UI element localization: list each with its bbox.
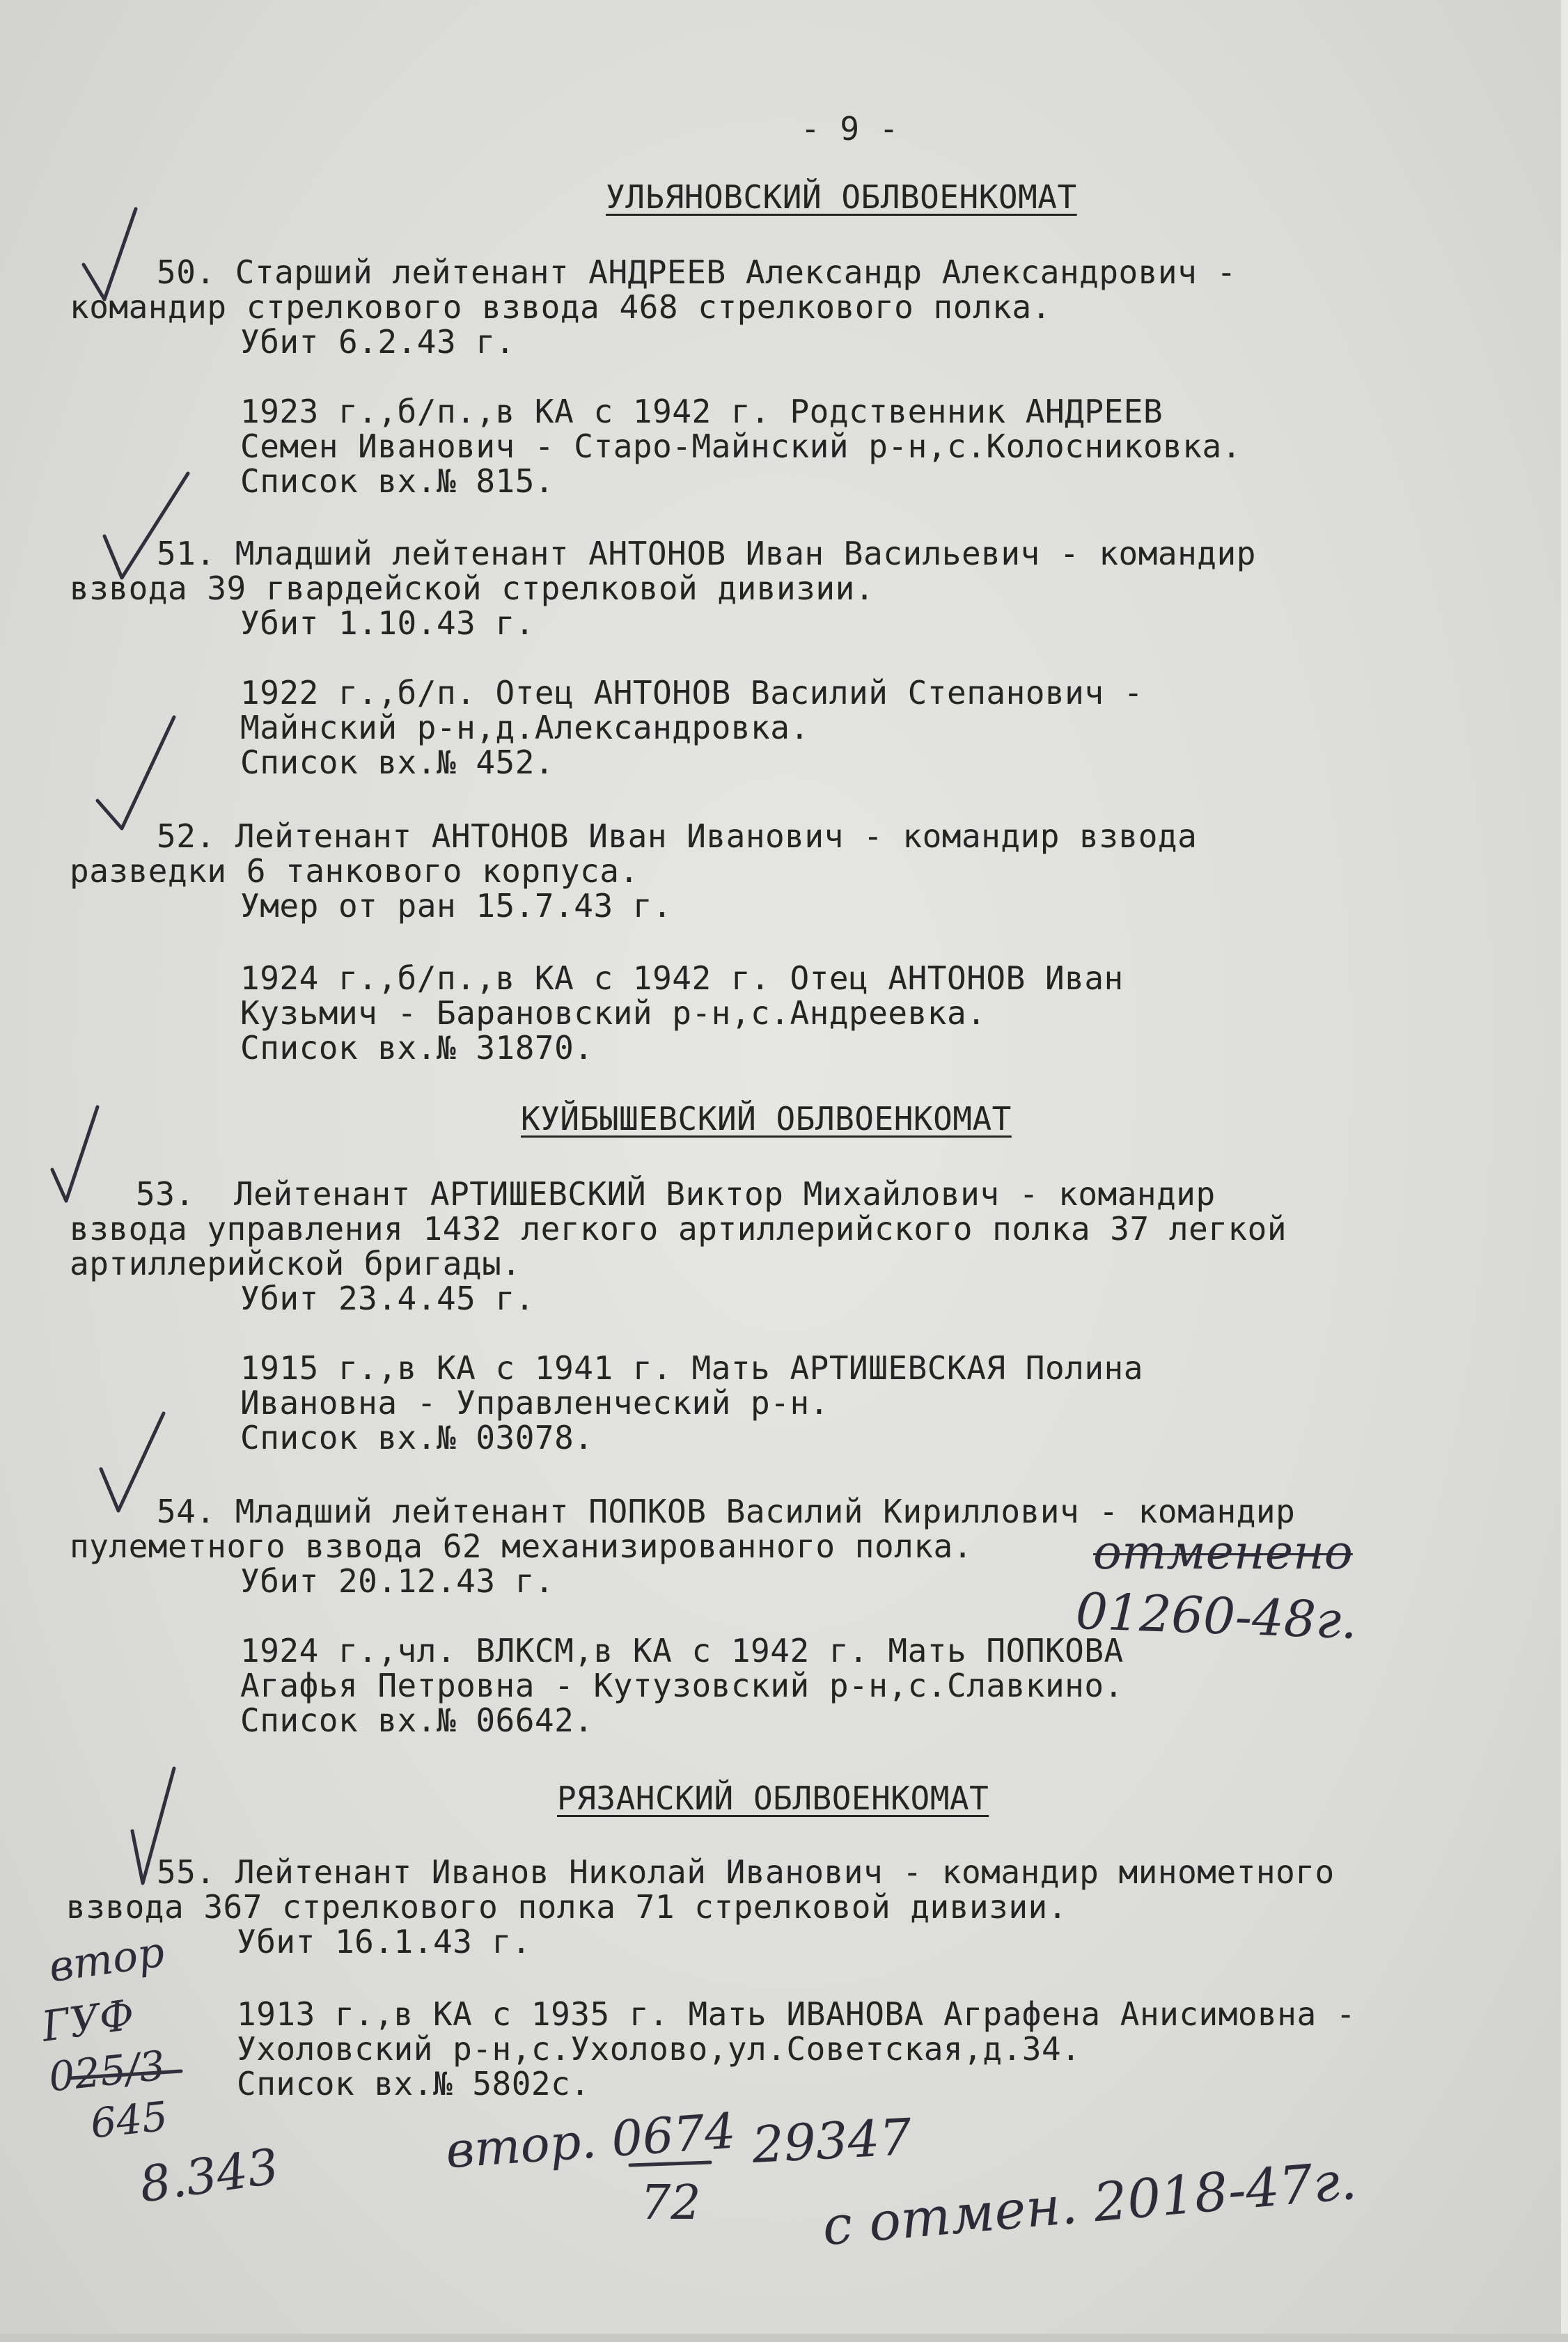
entry-53-line-4: Убит 23.4.45 г. (240, 1280, 535, 1317)
margin-note-line-5: 8.343 (136, 2137, 283, 2214)
entry-55-detail-3: Список вх.№ 5802с. (237, 2065, 590, 2103)
entry-52-line-3: Умер от ран 15.7.43 г. (240, 887, 673, 925)
entry-55-detail-2: Ухоловский р-н,с.Ухолово,ул.Советская,д.34. (237, 2030, 1081, 2068)
margin-fraction-line (70, 2071, 181, 2078)
entry-50-line-1: 50. Старший лейтенант АНДРЕЕВ Александр Александрович - (157, 253, 1237, 291)
entry-50-detail-1: 1923 г.,б/п.,в КА с 1942 г. Родственник АНДРЕЕВ (240, 393, 1163, 430)
entry-51-detail-3: Список вх.№ 452. (240, 744, 555, 781)
margin-note-line-4: 645 (88, 2092, 170, 2148)
check-mark-50 (84, 209, 136, 299)
handwritten-cancelled-note: отменено (1093, 1525, 1353, 1580)
section-heading-ryazan: РЯЗАНСКИЙ ОБЛВОЕНКОМАТ (557, 1779, 989, 1817)
entry-52-line-1: 52. Лейтенант АНТОНОВ Иван Иванович - командир взвода (157, 817, 1198, 855)
entry-54-line-3: Убит 20.12.43 г. (240, 1562, 555, 1600)
entry-51-detail-2: Майнский р-н,д.Александровка. (240, 709, 810, 746)
entry-55-line-2: взвода 367 стрелкового полка 71 стрелковой дивизии. (66, 1888, 1067, 1926)
bottom-note-copy: втор. 0674 (444, 2102, 738, 2180)
check-mark-53 (52, 1107, 97, 1201)
bottom-fraction-line (630, 2162, 710, 2165)
entry-53-line-1: 53. Лейтенант АРТИШЕВСКИЙ Виктор Михайлович - командир (136, 1175, 1216, 1213)
margin-note-line-3: 025/3 (46, 2041, 168, 2101)
entry-50-line-2: командир стрелкового взвода 468 стрелкового полка. (70, 288, 1051, 326)
entry-51-line-2: взвода 39 гвардейской стрелковой дивизии. (70, 569, 875, 607)
bottom-note-fraction: 72 (641, 2176, 701, 2231)
handwritten-order-number: 01260-48г. (1074, 1581, 1358, 1651)
entry-54-detail-1: 1924 г.,чл. ВЛКСМ,в КА с 1942 г. Мать ПОПКОВА (240, 1632, 1124, 1669)
check-mark-54 (101, 1413, 164, 1511)
section-heading-ulyanovsk: УЛЬЯНОВСКИЙ ОБЛВОЕНКОМАТ (606, 178, 1077, 216)
entry-54-line-2: пулеметного взвода 62 механизированного полка. (70, 1527, 973, 1565)
entry-53-detail-1: 1915 г.,в КА с 1941 г. Мать АРТИШЕВСКАЯ Полина (240, 1349, 1143, 1387)
check-mark-55 (132, 1768, 174, 1883)
section-heading-kuibyshev: КУЙБЫШЕВСКИЙ ОБЛВОЕНКОМАТ (521, 1100, 1012, 1138)
entry-55-line-1: 55. Лейтенант Иванов Николай Иванович - командир минометного (157, 1853, 1335, 1891)
bottom-note-cancel: с отмен. 2018-47г. (820, 2148, 1359, 2258)
entry-50-line-3: Убит 6.2.43 г. (240, 323, 515, 361)
entry-51-line-3: Убит 1.10.43 г. (240, 604, 535, 642)
entry-53-line-3: артиллерийской бригады. (70, 1245, 522, 1282)
entry-50-detail-2: Семен Иванович - Старо-Майнский р-н,с.Колосниковка. (240, 427, 1241, 465)
entry-52-detail-1: 1924 г.,б/п.,в КА с 1942 г. Отец АНТОНОВ Иван (240, 959, 1124, 997)
entry-53-detail-2: Ивановна - Управленческий р-н. (240, 1384, 829, 1422)
entry-51-line-1: 51. Младший лейтенант АНТОНОВ Иван Васильевич - командир (157, 535, 1256, 572)
entry-53-detail-3: Список вх.№ 03078. (240, 1419, 594, 1456)
entry-54-detail-3: Список вх.№ 06642. (240, 1702, 594, 1739)
entry-53-line-2: взвода управления 1432 легкого артиллерийского полка 37 легкой (70, 1210, 1287, 1248)
margin-note-line-1: втор (45, 1927, 168, 1993)
page-number: - 9 - (801, 110, 899, 148)
check-mark-52 (97, 717, 174, 828)
entry-54-detail-2: Агафья Петровна - Кутузовский р-н,с.Славкино. (240, 1667, 1124, 1704)
entry-52-detail-2: Кузьмич - Барановский р-н,с.Андреевка. (240, 994, 987, 1032)
check-mark-51 (104, 473, 188, 578)
entry-55-detail-1: 1913 г.,в КА с 1935 г. Мать ИВАНОВА Аграфена Анисимовна - (237, 1995, 1356, 2033)
entry-50-detail-3: Список вх.№ 815. (240, 462, 555, 500)
bottom-note-number: 29347 (750, 2107, 914, 2174)
entry-54-line-1: 54. Младший лейтенант ПОПКОВ Василий Кириллович - командир (157, 1493, 1296, 1530)
entry-51-detail-1: 1922 г.,б/п. Отец АНТОНОВ Василий Степанович - (240, 674, 1143, 712)
entry-52-detail-3: Список вх.№ 31870. (240, 1029, 594, 1067)
entry-52-line-2: разведки 6 танкового корпуса. (70, 852, 639, 890)
entry-55-line-3: Убит 16.1.43 г. (237, 1923, 531, 1960)
margin-note-line-2: ГУФ (38, 1990, 138, 2052)
